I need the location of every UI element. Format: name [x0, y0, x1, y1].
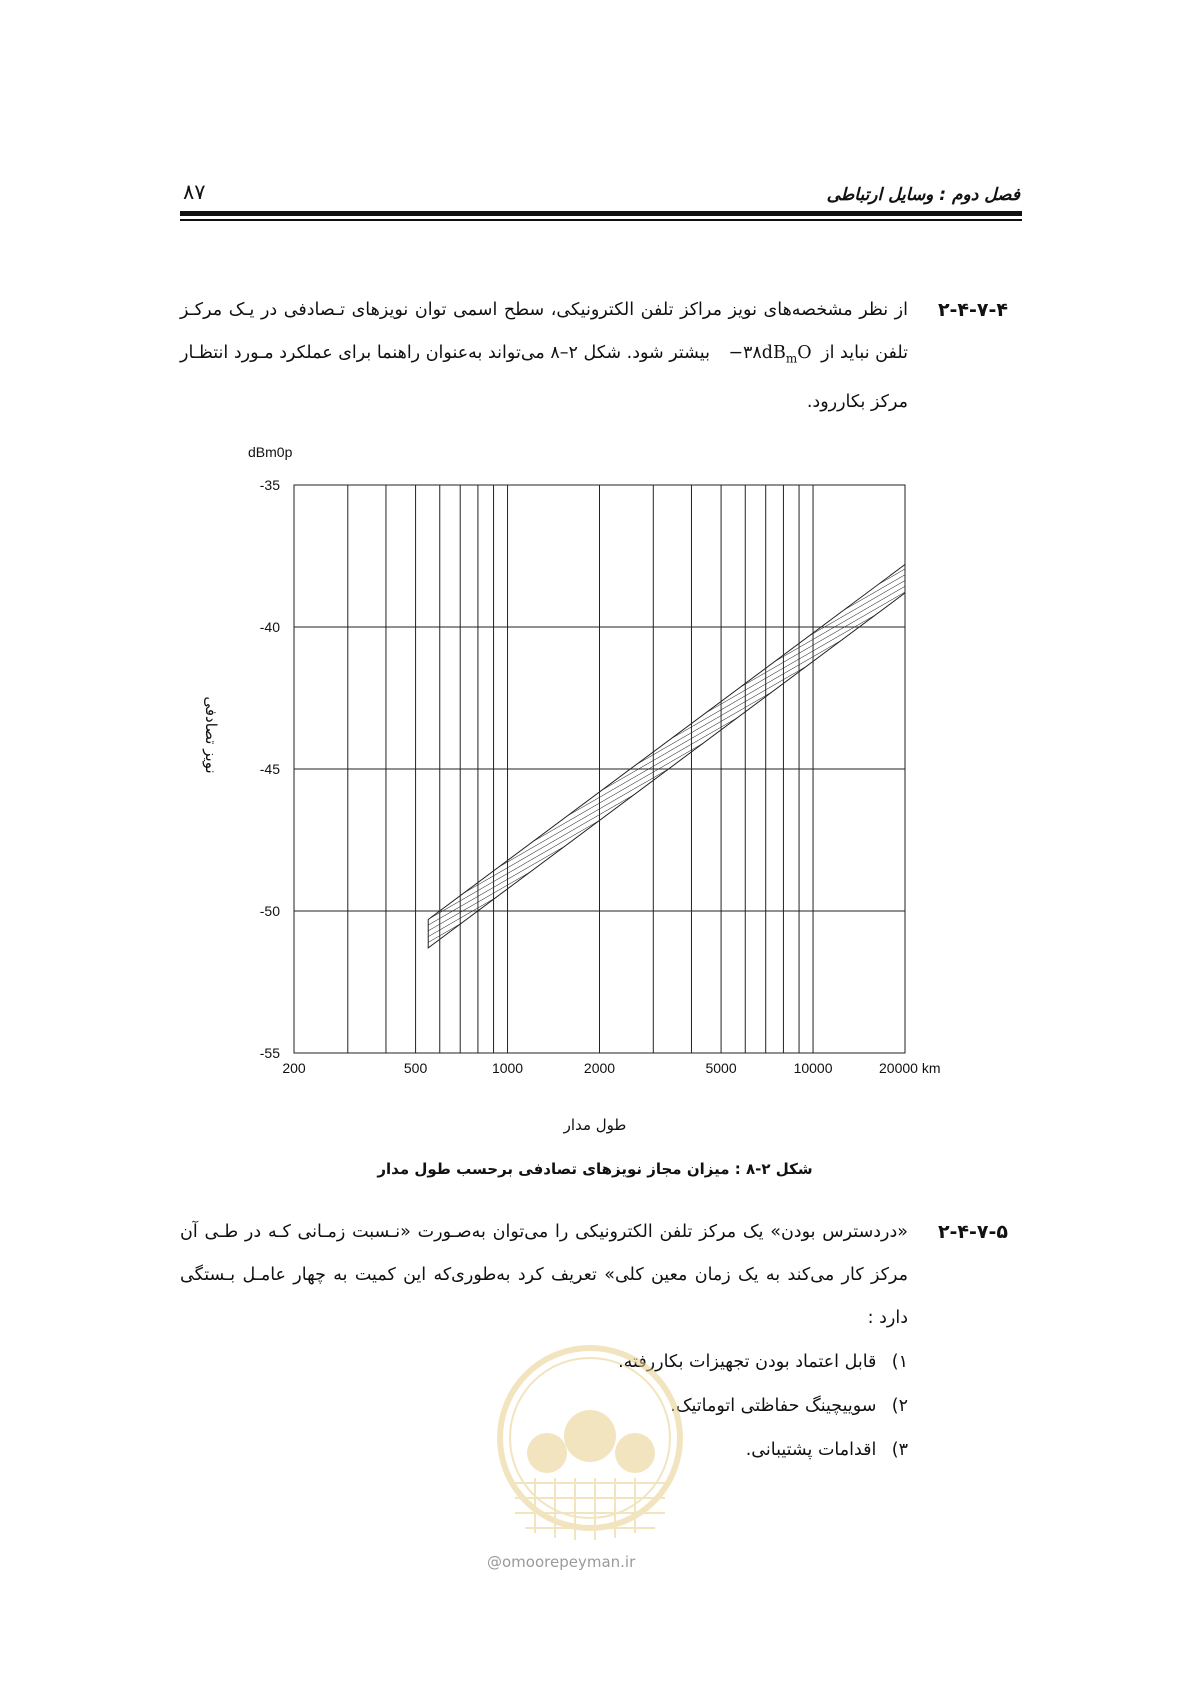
y-tick-label: -45 — [259, 761, 280, 777]
paragraph-line: دارد : — [867, 1308, 908, 1328]
y-tick-label: -50 — [259, 903, 280, 919]
list-item: ۱) قابل اعتماد بودن تجهیزات بکاررفته. — [618, 1352, 908, 1372]
paragraph-line: «دردسترس بودن» یک مرکز تلفن الکترونیکی را می‌توان به‌صـورت «نـسبت زمـانی کـه در طـی آن — [180, 1222, 908, 1242]
y-axis-unit: dBm0p — [248, 444, 293, 460]
y-tick-label: -40 — [259, 619, 280, 635]
x-tick-label: 5000 — [705, 1060, 737, 1076]
figure-caption: شکل ۲-۸ : میزان مجاز نویزهای تصادفی برحسب طول مدار — [377, 1160, 813, 1178]
noise-band — [428, 565, 905, 948]
watermark-text: @omoorepeyman.ir — [487, 1553, 636, 1571]
page-number: ۸۷ — [183, 180, 206, 204]
noise-level-value: $-۳۸dB_mO$ — [728, 343, 812, 366]
paragraph-text: بیشتر شود. شکل ۲–۸ می‌تواند به‌عنوان راهنما برای عملکرد مـورد انتظـار — [180, 343, 710, 363]
paragraph-line: مرکز بکاررود. — [806, 391, 908, 412]
x-axis-title: طول مدار — [563, 1116, 627, 1134]
watermark-logo — [495, 1318, 685, 1558]
x-tick-label: 20000 km — [879, 1060, 941, 1076]
x-tick-label: 2000 — [583, 1060, 616, 1076]
section-number: ۲-۴-۷-۴ — [937, 299, 1008, 321]
list-item: ۳) اقدامات پشتیبانی. — [745, 1440, 908, 1460]
paragraph-line: از نظر مشخصه‌های نویز مراکز تلفن الکترونیکی، سطح اسمی توان نویزهای تـصادفی در یـک مرکـز — [180, 300, 908, 320]
y-tick-label: -35 — [259, 477, 280, 493]
x-tick-label: 10000 — [793, 1060, 833, 1076]
section-number: ۲-۴-۷-۵ — [937, 1221, 1008, 1243]
y-axis-title: نویز تصادفی — [202, 696, 220, 774]
x-tick-label: 200 — [282, 1060, 306, 1076]
x-tick-label: 500 — [403, 1060, 428, 1076]
paragraph-text: تلفن نباید از $-۳۸dB_mO$ — [728, 343, 908, 366]
paragraph-line: مرکز کار می‌کند به یک زمان معین کلی» تعریف کرد به‌طوری‌که این کمیت به چهار عامـل بـستگی — [180, 1265, 908, 1285]
chapter-title: فصل دوم : وسایل ارتباطی — [826, 185, 1020, 205]
y-tick-label: -55 — [259, 1045, 280, 1061]
list-item: ۲) سوییچینگ حفاظتی اتوماتیک. — [670, 1396, 908, 1416]
x-tick-label: 1000 — [491, 1060, 524, 1076]
